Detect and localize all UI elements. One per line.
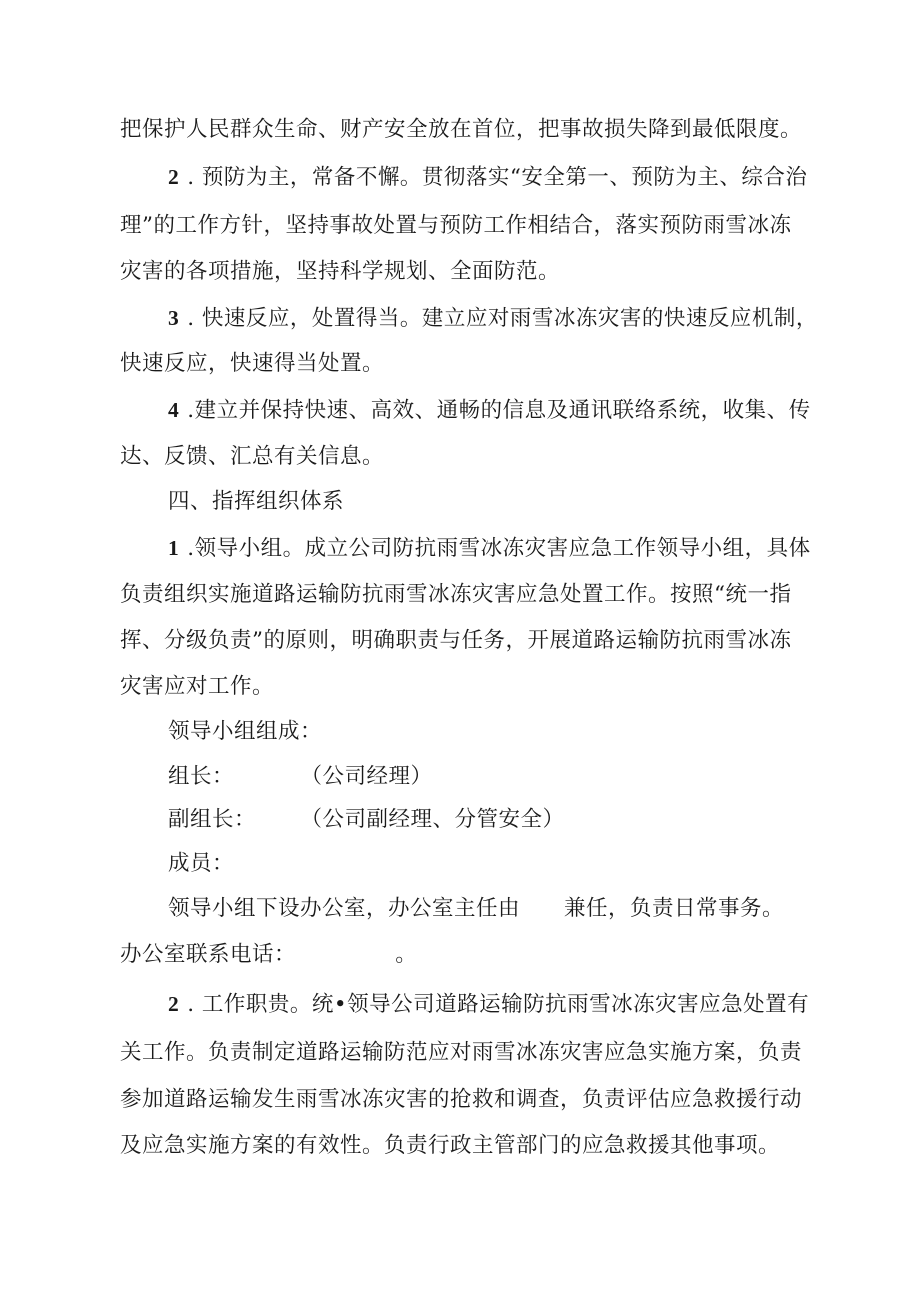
item-number: 2 — [168, 165, 180, 189]
section-heading: 四、指挥组织体系 — [168, 489, 345, 514]
paragraph-line — [168, 393, 811, 424]
item-number: 3 — [168, 306, 180, 330]
paragraph-line: 关工作。负责制定道路运输防范应对雨雪冰冻灾害应急实施方案，负责 — [120, 1040, 803, 1065]
paragraph-line: 副组长： （公司副经理、分管安全） — [168, 807, 565, 832]
line-text: . 工作职贵。统•领导公司道路运输防抗雨雪冰冻灾害应急处置有 — [187, 992, 810, 1017]
paragraph-line: 理”的工作方针，坚持事故处置与预防工作相结合，落实预防雨雪冰冻 — [120, 213, 792, 238]
paragraph-line: 灾害的各项措施，坚持科学规划、全面防范。 — [120, 259, 561, 284]
paragraph-line: 及应急实施方案的有效性。负责行政主管部门的应急救援其他事项。 — [120, 1133, 781, 1158]
line-text: . 快速反应，处置得当。建立应对雨雪冰冻灾害的快速反应机制， — [187, 306, 818, 331]
item-number: 2 — [168, 992, 180, 1016]
line-text: .领导小组。成立公司防抗雨雪冰冻灾害应急工作领导小组，具体 — [187, 536, 811, 561]
paragraph-line: 快速反应，快速得当处置。 — [120, 351, 385, 376]
paragraph-line: 参加道路运输发生雨雪冰冻灾害的抢救和调查，负责评估应急救援行动 — [120, 1087, 803, 1112]
paragraph-line: 达、反馈、汇总有关信息。 — [120, 444, 385, 469]
paragraph-line: 挥、分级负责”的原则，明确职责与任务，开展道路运输防抗雨雪冰冻 — [120, 628, 792, 653]
paragraph-line: 灾害应对工作。 — [120, 674, 275, 699]
item-number: 1 — [168, 536, 180, 560]
item-number: 4 — [168, 398, 180, 422]
paragraph-line: 领导小组下设办公室，办公室主任由 兼任，负责日常事务。 — [168, 896, 785, 921]
paragraph-line: 负责组织实施道路运输防抗雨雪冰冻灾害应急处置工作。按照“统一指 — [120, 582, 792, 607]
paragraph-line: 领导小组组成： — [168, 719, 323, 744]
paragraph-line — [168, 301, 818, 332]
paragraph-line: 办公室联系电话： 。 — [120, 942, 418, 967]
paragraph-line: 组长： （公司经理） — [168, 764, 433, 789]
paragraph-line — [168, 160, 807, 191]
line-text: . 预防为主，常备不懈。贯彻落实“安全第一、预防为主、综合治 — [187, 165, 808, 190]
paragraph-line: 把保护人民群众生命、财产安全放在首位，把事故损失降到最低限度。 — [120, 117, 803, 142]
paragraph-line — [168, 987, 809, 1018]
line-text: .建立并保持快速、高效、通畅的信息及通讯联络系统，收集、传 — [187, 398, 811, 423]
paragraph-line: 成员： — [168, 851, 235, 876]
paragraph-line — [168, 531, 811, 562]
